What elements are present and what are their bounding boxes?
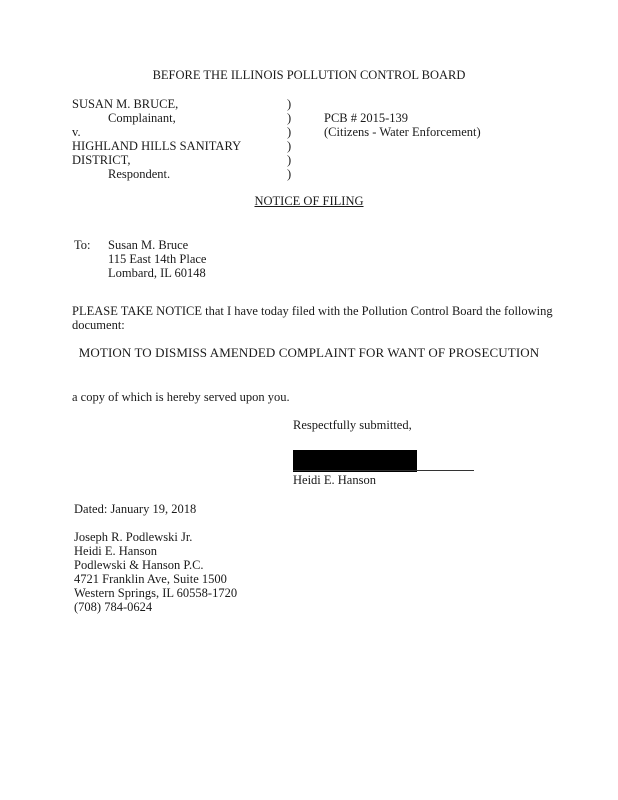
respondent-name-line1: HIGHLAND HILLS SANITARY (72, 139, 242, 153)
firm-phone: (708) 784-0624 (74, 600, 153, 614)
caption-paren: ) (287, 111, 292, 125)
firm-name: Podlewski & Hanson P.C. (74, 558, 204, 572)
respondent-role: Respondent. (108, 167, 171, 181)
motion-title: MOTION TO DISMISS AMENDED COMPLAINT FOR WANT OF PROSECUTION (78, 345, 540, 360)
caption-paren: ) (287, 97, 292, 111)
caption-paren: ) (287, 125, 292, 139)
respondent-name-line2: DISTRICT, (72, 153, 131, 167)
caption-paren: ) (287, 167, 292, 181)
signature-redaction (293, 450, 417, 472)
case-type: (Citizens - Water Enforcement) (324, 125, 481, 139)
signer-name: Heidi E. Hanson (293, 473, 376, 487)
complainant-role: Complainant, (108, 111, 176, 125)
firm-street: 4721 Franklin Ave, Suite 1500 (74, 572, 227, 586)
board-title: BEFORE THE ILLINOIS POLLUTION CONTROL BOARD (152, 68, 466, 82)
caption-paren: ) (287, 139, 292, 153)
signature-line (293, 470, 474, 471)
notice-title: NOTICE OF FILING (254, 194, 364, 208)
firm-city: Western Springs, IL 60558-1720 (74, 586, 238, 600)
served-text: a copy of which is hereby served upon you. (72, 390, 290, 404)
notice-text-line2: document: (72, 318, 125, 332)
to-label: To: (74, 238, 91, 252)
caption-paren: ) (287, 153, 292, 167)
recipient-name: Susan M. Bruce (108, 238, 189, 252)
complainant-name: SUSAN M. BRUCE, (72, 97, 179, 111)
recipient-city: Lombard, IL 60148 (108, 266, 206, 280)
case-number: PCB # 2015-139 (324, 111, 409, 125)
firm-attorney-2: Heidi E. Hanson (74, 544, 157, 558)
caption-paren-column (287, 97, 297, 181)
recipient-street: 115 East 14th Place (108, 252, 207, 266)
firm-attorney-1: Joseph R. Podlewski Jr. (74, 530, 193, 544)
notice-text-line1: PLEASE TAKE NOTICE that I have today filed with the Pollution Control Board the following (72, 304, 553, 318)
versus-label: v. (72, 125, 81, 139)
dated-line: Dated: January 19, 2018 (74, 502, 197, 516)
closing-text: Respectfully submitted, (293, 418, 412, 432)
